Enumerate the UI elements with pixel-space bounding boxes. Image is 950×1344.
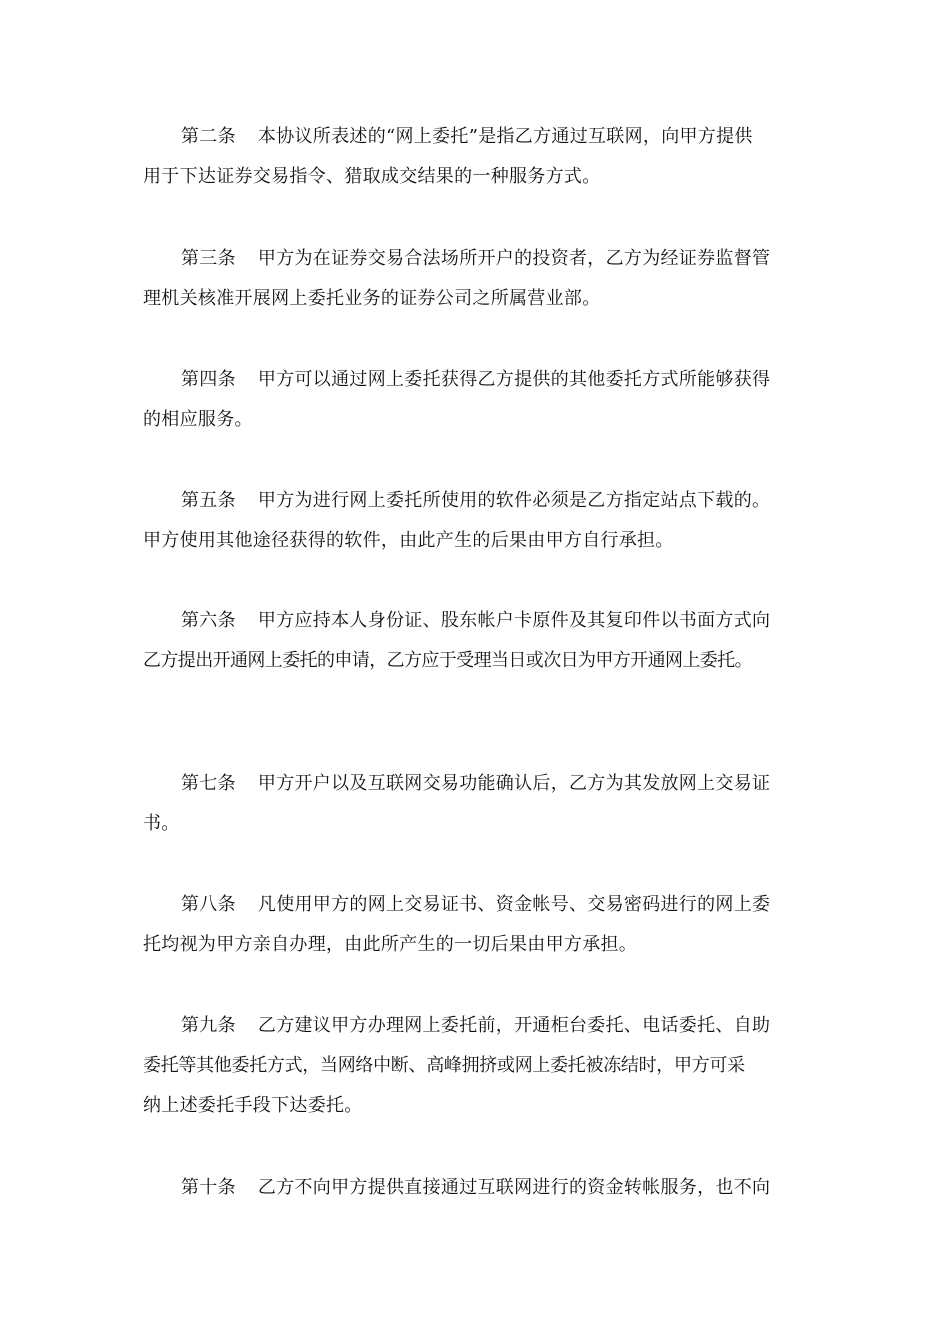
article-text: 凡使用甲方的网上交易证书、资金帐号、交易密码进行的网上委 <box>257 894 771 915</box>
article-first-line <box>143 1006 823 1046</box>
article-text: 用于下达证券交易指令、猎取成交结果的一种服务方式。 <box>143 166 601 187</box>
article-first-line <box>143 360 823 400</box>
article-label: 第二条 <box>181 126 236 147</box>
article-text: 乙方不向甲方提供直接通过互联网进行的资金转帐服务，也不向 <box>257 1177 771 1198</box>
article-first-line <box>143 1168 823 1208</box>
article-label: 第七条 <box>181 773 236 794</box>
article-label: 第八条 <box>181 894 236 915</box>
article-8 <box>143 885 823 965</box>
article-first-line <box>143 764 823 804</box>
article-first-line <box>143 885 823 925</box>
article-text: 甲方为在证券交易合法场所开户的投资者，乙方为经证券监督管 <box>257 248 771 269</box>
article-first-line <box>143 481 823 521</box>
article-first-line <box>143 601 823 641</box>
article-first-line <box>143 239 823 279</box>
article-9 <box>143 1006 823 1126</box>
article-text: 甲方开户以及互联网交易功能确认后，乙方为其发放网上交易证 <box>257 773 771 794</box>
article-text: 委托等其他委托方式，当网络中断、高峰拥挤或网上委托被冻结时，甲方可采 <box>143 1055 745 1076</box>
article-text: 甲方应持本人身份证、股东帐户卡原件及其复印件以书面方式向 <box>257 610 771 631</box>
article-label: 第六条 <box>181 610 236 631</box>
article-5 <box>143 481 823 561</box>
article-10 <box>143 1168 823 1208</box>
article-text: 甲方可以通过网上委托获得乙方提供的其他委托方式所能够获得 <box>257 369 771 390</box>
article-3 <box>143 239 823 319</box>
article-label: 第五条 <box>181 490 236 511</box>
article-text: 理机关核准开展网上委托业务的证券公司之所属营业部。 <box>143 288 601 309</box>
article-label: 第四条 <box>181 369 236 390</box>
article-2 <box>143 117 823 197</box>
article-6 <box>143 601 823 681</box>
article-text: 纳上述委托手段下达委托。 <box>143 1095 363 1116</box>
article-text: 托均视为甲方亲自办理，由此所产生的一切后果由甲方承担。 <box>143 934 638 955</box>
article-label: 第十条 <box>181 1177 236 1198</box>
article-text: 本协议所表述的“网上委托”是指乙方通过互联网，向甲方提供 <box>257 126 753 147</box>
article-text: 书。 <box>143 813 180 834</box>
article-4 <box>143 360 823 440</box>
article-7 <box>143 764 823 844</box>
article-text: 乙方提出开通网上委托的申请，乙方应于受理当日或次日为甲方开通网上委托。 <box>143 650 752 671</box>
article-first-line <box>143 117 823 157</box>
article-text: 乙方建议甲方办理网上委托前，开通柜台委托、电话委托、自助 <box>257 1015 771 1036</box>
article-label: 第九条 <box>181 1015 236 1036</box>
article-label: 第三条 <box>181 248 236 269</box>
article-text: 的相应服务。 <box>143 409 253 430</box>
article-text: 甲方使用其他途径获得的软件，由此产生的后果由甲方自行承担。 <box>143 530 674 551</box>
article-text: 甲方为进行网上委托所使用的软件必须是乙方指定站点下载的。 <box>257 490 771 511</box>
